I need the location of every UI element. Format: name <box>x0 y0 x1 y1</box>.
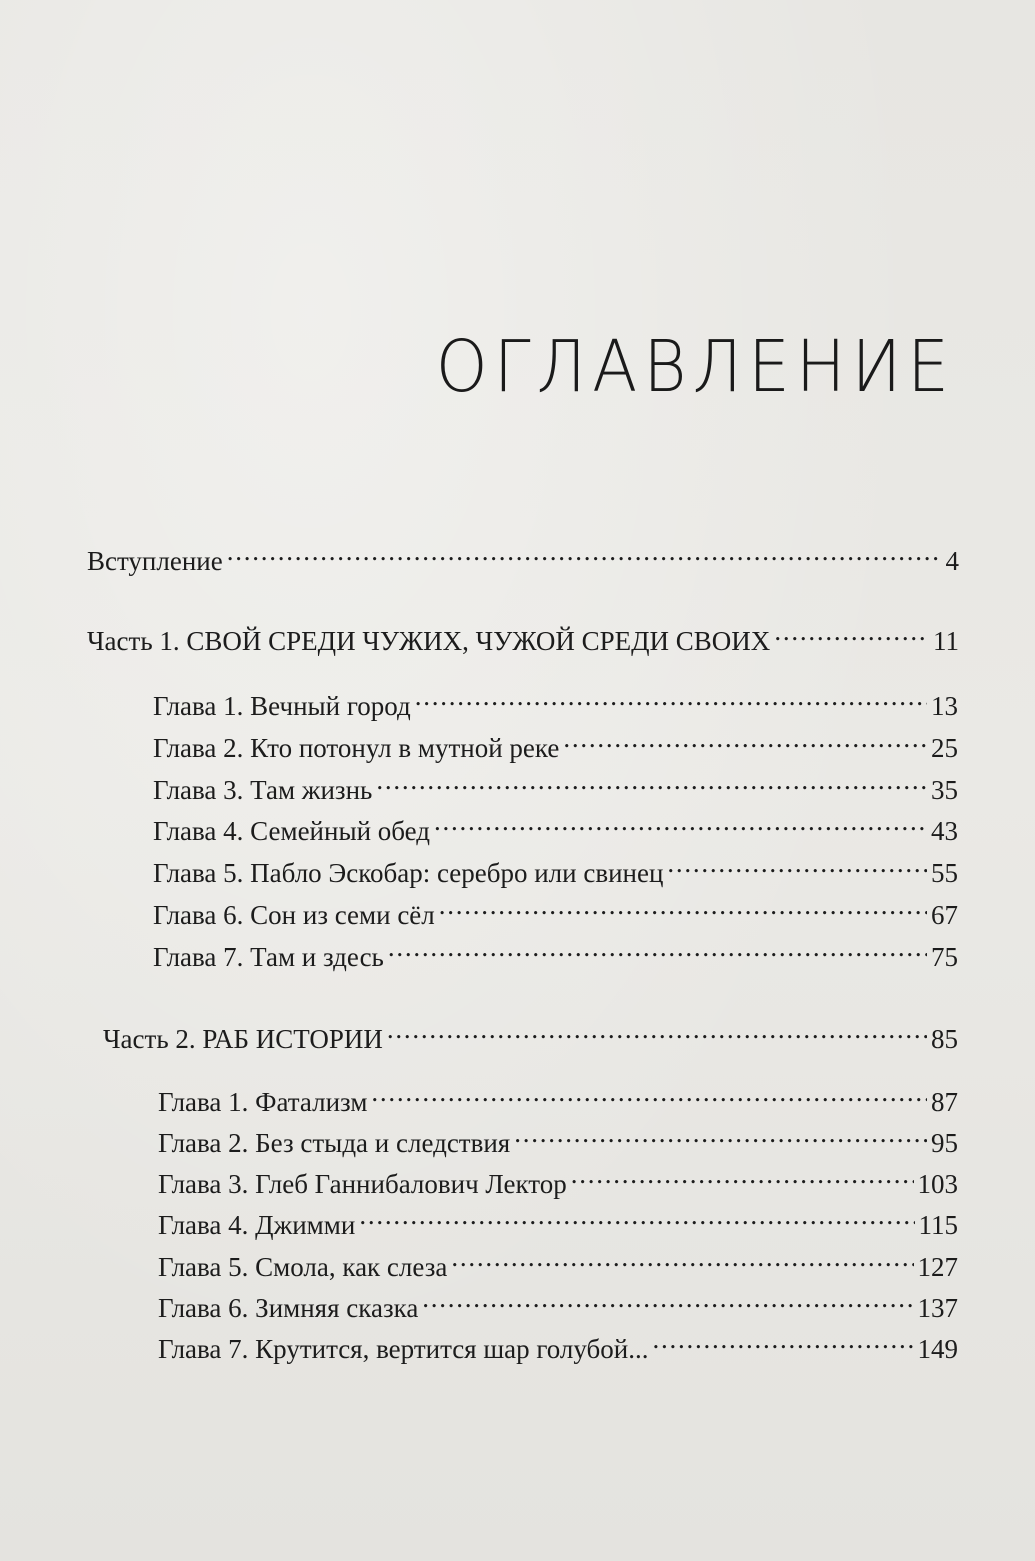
toc-chapter[interactable] <box>158 1163 958 1201</box>
toc-page-number: 35 <box>931 775 958 805</box>
dot-leader <box>415 685 927 715</box>
toc-chapter-label: Глава 4. Семейный обед <box>153 816 431 846</box>
dot-leader <box>571 1163 914 1193</box>
toc-entry-intro[interactable] <box>87 540 959 578</box>
dot-leader <box>514 1122 927 1152</box>
toc-part-1[interactable] <box>87 620 959 658</box>
toc-chapter[interactable] <box>153 727 958 765</box>
toc-page-number: 67 <box>931 900 958 930</box>
toc-page-number: 87 <box>931 1087 958 1117</box>
dot-leader <box>422 1287 913 1317</box>
toc-page-number: 11 <box>933 626 959 656</box>
toc-part-label: Часть 2. РАБ ИСТОРИИ <box>103 1024 383 1054</box>
dot-leader <box>774 620 929 650</box>
dot-leader <box>652 1328 913 1358</box>
dot-leader <box>371 1081 927 1111</box>
dot-leader <box>434 810 927 840</box>
toc-page-number: 137 <box>917 1293 958 1323</box>
toc-page-number: 115 <box>918 1210 958 1240</box>
toc-chapter-label: Глава 4. Джимми <box>158 1210 356 1240</box>
toc-part-2[interactable] <box>103 1018 958 1056</box>
toc-chapter-label: Глава 7. Крутится, вертится шар голубой... <box>158 1334 649 1364</box>
dot-leader <box>359 1204 914 1234</box>
toc-chapter[interactable] <box>158 1122 958 1160</box>
toc-chapter-label: Глава 7. Там и здесь <box>153 942 384 972</box>
toc-chapter-label: Глава 1. Вечный город <box>153 691 411 721</box>
toc-chapter[interactable] <box>153 769 958 807</box>
dot-leader <box>451 1246 913 1276</box>
toc-chapter[interactable] <box>158 1204 958 1242</box>
dot-leader <box>667 852 927 882</box>
toc-page-number: 95 <box>931 1128 958 1158</box>
toc-chapter-label: Глава 5. Пабло Эскобар: серебро или свинец <box>153 858 664 888</box>
toc-page-number: 43 <box>931 816 958 846</box>
toc-chapter[interactable] <box>158 1081 958 1119</box>
toc-page-number: 55 <box>931 858 958 888</box>
toc-chapter-label: Глава 6. Сон из семи сёл <box>153 900 435 930</box>
toc-page-number: 4 <box>945 546 959 576</box>
toc-chapter[interactable] <box>158 1328 958 1366</box>
toc-page-number: 13 <box>931 691 958 721</box>
dot-leader <box>439 894 927 924</box>
toc-page-number: 149 <box>917 1334 958 1364</box>
toc-chapter-label: Глава 3. Там жизнь <box>153 775 373 805</box>
page-title: ОГЛАВЛЕНИЕ <box>435 325 955 409</box>
dot-leader <box>227 540 942 570</box>
toc-entry-label: Вступление <box>87 546 223 576</box>
toc-part-label: Часть 1. СВОЙ СРЕДИ ЧУЖИХ, ЧУЖОЙ СРЕДИ СВОИХ <box>87 626 771 656</box>
toc-chapter[interactable] <box>153 852 958 890</box>
toc-page-number: 103 <box>917 1169 958 1199</box>
dot-leader <box>388 936 927 966</box>
dot-leader <box>563 727 927 757</box>
toc-page-number: 75 <box>931 942 958 972</box>
toc-chapter-label: Глава 2. Кто потонул в мутной реке <box>153 733 560 763</box>
toc-chapter[interactable] <box>153 810 958 848</box>
toc-chapter[interactable] <box>153 894 958 932</box>
toc-chapter-label: Глава 5. Смола, как слеза <box>158 1252 448 1282</box>
toc-page-number: 127 <box>917 1252 958 1282</box>
toc-chapter-label: Глава 1. Фатализм <box>158 1087 368 1117</box>
toc-chapter[interactable] <box>153 936 958 974</box>
dot-leader <box>387 1018 927 1048</box>
toc-chapter-label: Глава 3. Глеб Ганнибалович Лектор <box>158 1169 567 1199</box>
toc-chapter-label: Глава 6. Зимняя сказка <box>158 1293 419 1323</box>
toc-chapter[interactable] <box>158 1246 958 1284</box>
toc-page-number: 25 <box>931 733 958 763</box>
toc-chapter[interactable] <box>153 685 958 723</box>
toc-page-number: 85 <box>931 1024 958 1054</box>
toc-chapter-label: Глава 2. Без стыда и следствия <box>158 1128 511 1158</box>
toc-chapter[interactable] <box>158 1287 958 1325</box>
dot-leader <box>376 769 927 799</box>
